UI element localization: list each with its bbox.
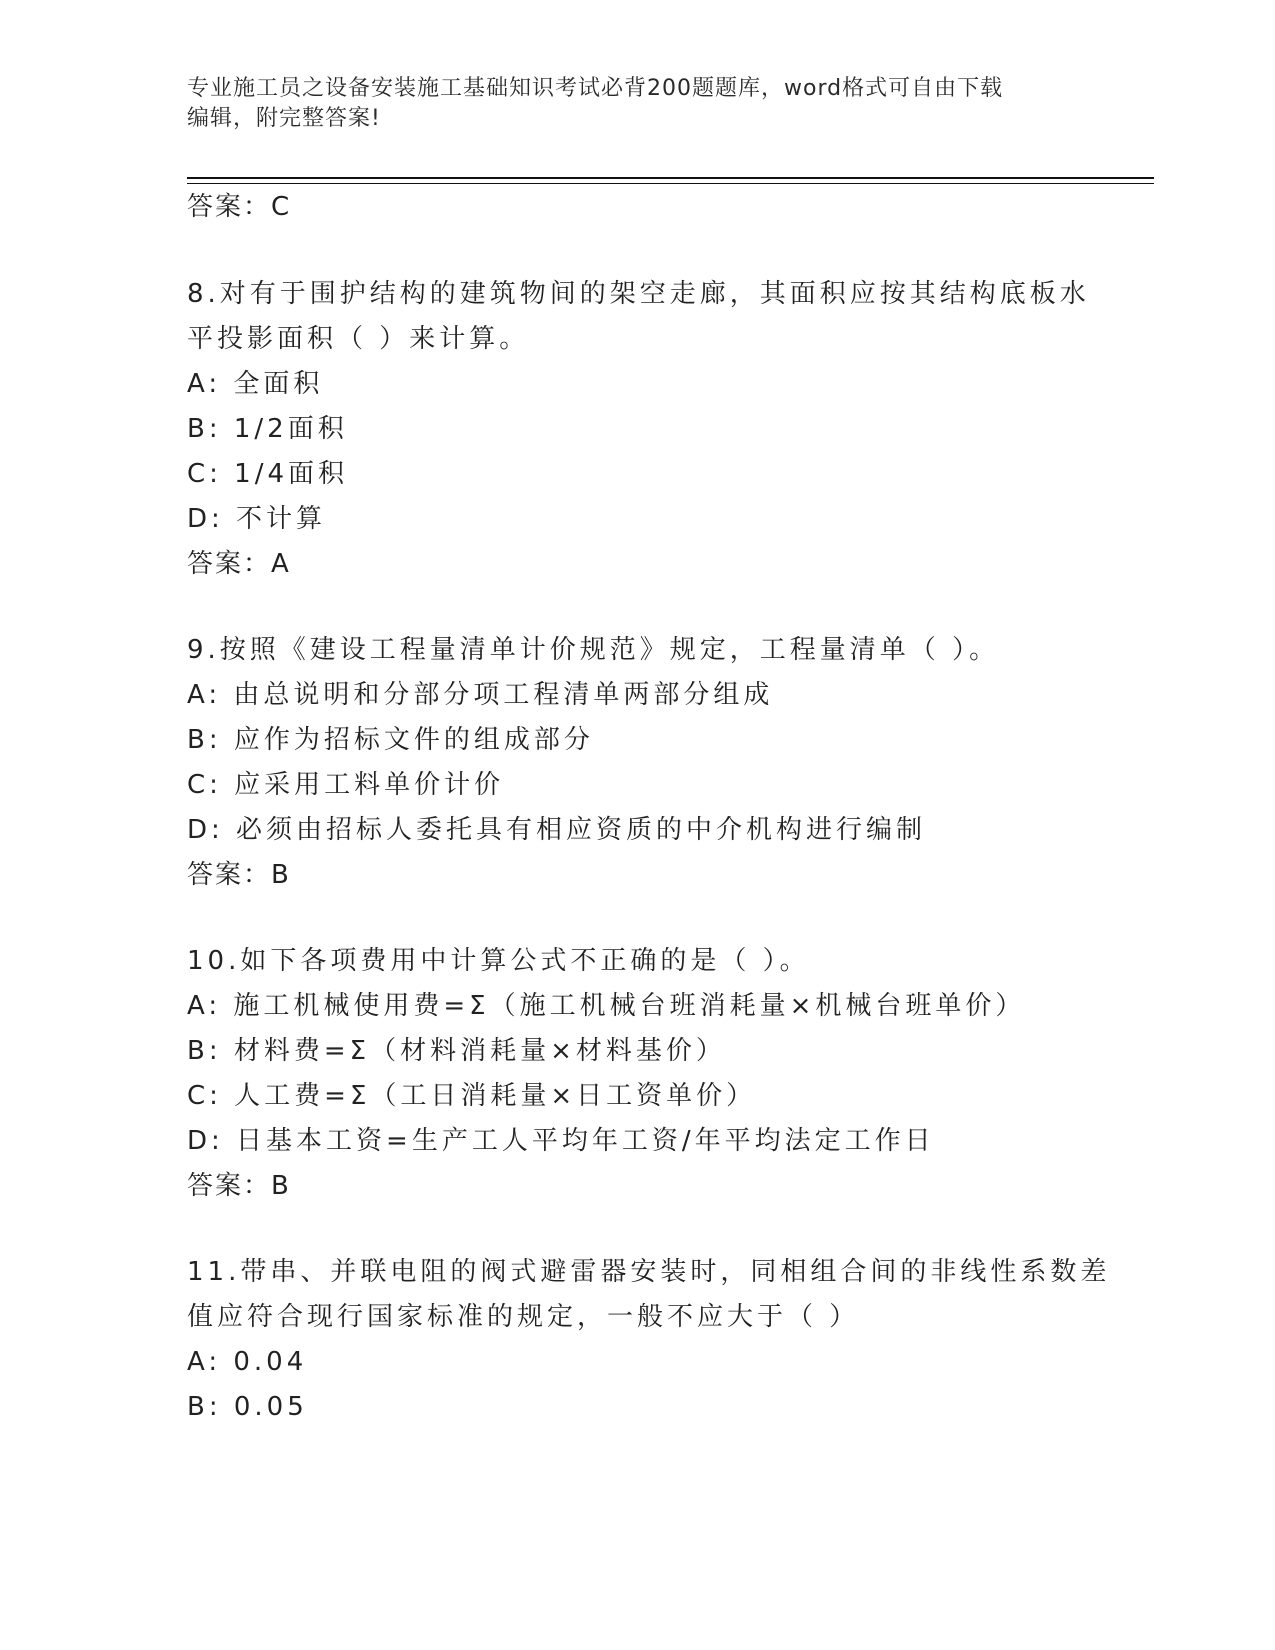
question-8-answer: 答案：A bbox=[187, 549, 291, 579]
header-line-2: 编辑，附完整答案! bbox=[187, 106, 381, 131]
question-8-option-c: C: 1/4面积 bbox=[187, 459, 349, 489]
question-8-option-b: B: 1/2面积 bbox=[187, 414, 348, 444]
question-10-answer: 答案：B bbox=[187, 1171, 291, 1201]
question-11-stem-line-2: 值应符合现行国家标准的规定，一般不应大于（ ） bbox=[187, 1302, 860, 1332]
question-10-stem-line-1: 10.如下各项费用中计算公式不正确的是（ ）。 bbox=[187, 946, 810, 976]
question-9-option-a: A: 由总说明和分部分项工程清单两部分组成 bbox=[187, 680, 774, 710]
header-line-1: 专业施工员之设备安装施工基础知识考试必背200题题库，word格式可自由下载 bbox=[187, 76, 1004, 101]
question-8-option-d: D: 不计算 bbox=[187, 504, 327, 534]
question-11-stem-line-1: 11.带串、并联电阻的阀式避雷器安装时，同相组合间的非线性系数差 bbox=[187, 1257, 1111, 1287]
question-9-option-d: D: 必须由招标人委托具有相应资质的中介机构进行编制 bbox=[187, 815, 927, 845]
answer-prev: 答案：C bbox=[187, 192, 292, 222]
question-10-option-d: D: 日基本工资=生产工人平均年工资/年平均法定工作日 bbox=[187, 1126, 935, 1156]
question-9-option-b: B: 应作为招标文件的组成部分 bbox=[187, 725, 594, 755]
question-9-stem-line-1: 9.按照《建设工程量清单计价规范》规定，工程量清单（ ）。 bbox=[187, 635, 1000, 665]
question-11-option-a: A: 0.04 bbox=[187, 1347, 308, 1377]
question-9-answer: 答案：B bbox=[187, 860, 291, 890]
header-divider-thin bbox=[187, 183, 1154, 184]
question-10-option-a: A: 施工机械使用费=Σ（施工机械台班消耗量×机械台班单价） bbox=[187, 991, 1026, 1021]
page-header bbox=[187, 74, 1087, 134]
question-10-option-c: C: 人工费=Σ（工日消耗量×日工资单价） bbox=[187, 1081, 757, 1111]
question-9-option-c: C: 应采用工料单价计价 bbox=[187, 770, 505, 800]
question-8-stem-line-1: 8.对有于围护结构的建筑物间的架空走廊，其面积应按其结构底板水 bbox=[187, 279, 1090, 309]
header-divider-thick bbox=[187, 177, 1154, 179]
question-10-option-b: B: 材料费=Σ（材料消耗量×材料基价） bbox=[187, 1036, 726, 1066]
question-8-option-a: A: 全面积 bbox=[187, 369, 324, 399]
question-11-option-b: B: 0.05 bbox=[187, 1392, 308, 1422]
question-8-stem-line-2: 平投影面积（ ）来计算。 bbox=[187, 324, 530, 354]
